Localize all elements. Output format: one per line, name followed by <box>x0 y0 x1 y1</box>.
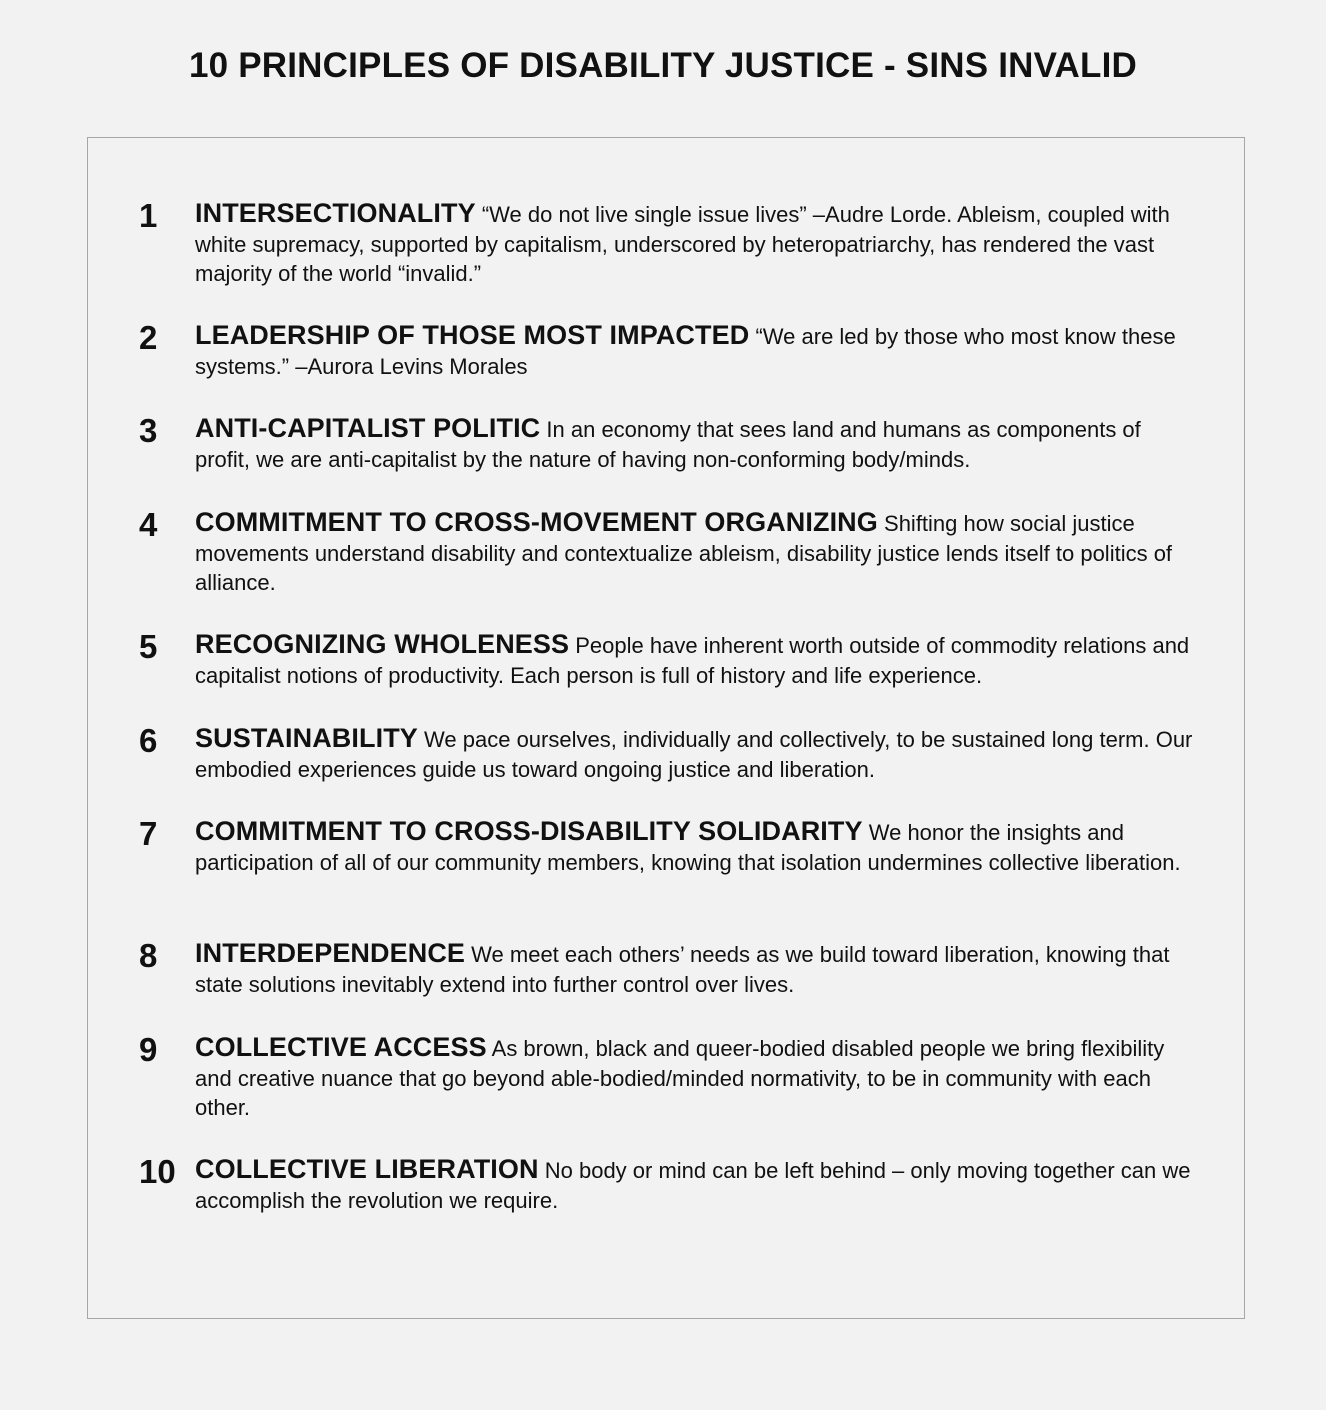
principle-number: 6 <box>139 722 158 759</box>
principle-number: 5 <box>139 628 158 665</box>
principle-heading: COLLECTIVE ACCESS <box>195 1032 487 1062</box>
principle-description: “We do not live single issue lives” –Audre Lorde. Ableism, coupled with white supremacy, supported by capitalism, underscored by heteropatriarchy, has rendered the vast majority of the world “invalid.” <box>195 202 1170 286</box>
principle-heading: LEADERSHIP OF THOSE MOST IMPACTED <box>195 320 750 350</box>
principle-heading: INTERSECTIONALITY <box>195 198 476 228</box>
principle-description: We honor the insights and participation of all of our community members, knowing that isolation undermines collective liberation. <box>195 820 1181 875</box>
principle-body <box>195 630 1195 690</box>
principle-number: 2 <box>139 319 158 356</box>
principle-body <box>195 199 1195 289</box>
principle-body <box>195 508 1195 598</box>
principle-number: 7 <box>139 815 158 852</box>
principle-heading: INTERDEPENDENCE <box>195 938 466 968</box>
principle-description: We meet each others’ needs as we build toward liberation, knowing that state solutions inevitably extend into further control over lives. <box>195 942 1170 997</box>
principle-body <box>195 939 1195 999</box>
principle-number: 3 <box>139 412 158 449</box>
principle-body <box>195 1155 1195 1215</box>
principle-body <box>195 724 1195 784</box>
principle-body <box>195 414 1195 474</box>
principle-description: People have inherent worth outside of commodity relations and capitalist notions of productivity. Each person is full of history and life experience. <box>195 633 1190 688</box>
principle-heading: COLLECTIVE LIBERATION <box>195 1154 539 1184</box>
principle-description: No body or mind can be left behind – only moving together can we accomplish the revolution we require. <box>195 1158 1191 1213</box>
principle-number: 1 <box>139 197 158 234</box>
principle-number: 9 <box>139 1031 158 1068</box>
principle-description: We pace ourselves, individually and collectively, to be sustained long term. Our embodied experiences guide us toward ongoing justice and liberation. <box>195 727 1193 782</box>
principle-description: “We are led by those who most know these systems.” –Aurora Levins Morales <box>195 324 1176 379</box>
principle-number: 8 <box>139 937 158 974</box>
principle-description: As brown, black and queer-bodied disabled people we bring flexibility and creative nuance that go beyond able-bodied/minded normativity, to be in community with each other. <box>195 1036 1165 1120</box>
principle-description: Shifting how social justice movements understand disability and contextualize ableism, disability justice lends itself to politics of alliance. <box>195 511 1173 595</box>
principle-number: 10 <box>139 1153 176 1190</box>
principle-number: 4 <box>139 506 158 543</box>
principle-body <box>195 321 1195 381</box>
principle-heading: SUSTAINABILITY <box>195 723 418 753</box>
page-title: 10 PRINCIPLES OF DISABILITY JUSTICE - SINS INVALID <box>188 46 1137 85</box>
principle-heading: ANTI-CAPITALIST POLITIC <box>195 413 541 443</box>
principle-body <box>195 817 1195 877</box>
principle-heading: COMMITMENT TO CROSS-MOVEMENT ORGANIZING <box>195 507 878 537</box>
principle-heading: COMMITMENT TO CROSS-DISABILITY SOLIDARITY <box>195 816 863 846</box>
principle-description: In an economy that sees land and humans as components of profit, we are anti-capitalist by the nature of having non-conforming body/minds. <box>195 417 1141 472</box>
principle-heading: RECOGNIZING WHOLENESS <box>195 629 570 659</box>
principle-body <box>195 1033 1195 1123</box>
